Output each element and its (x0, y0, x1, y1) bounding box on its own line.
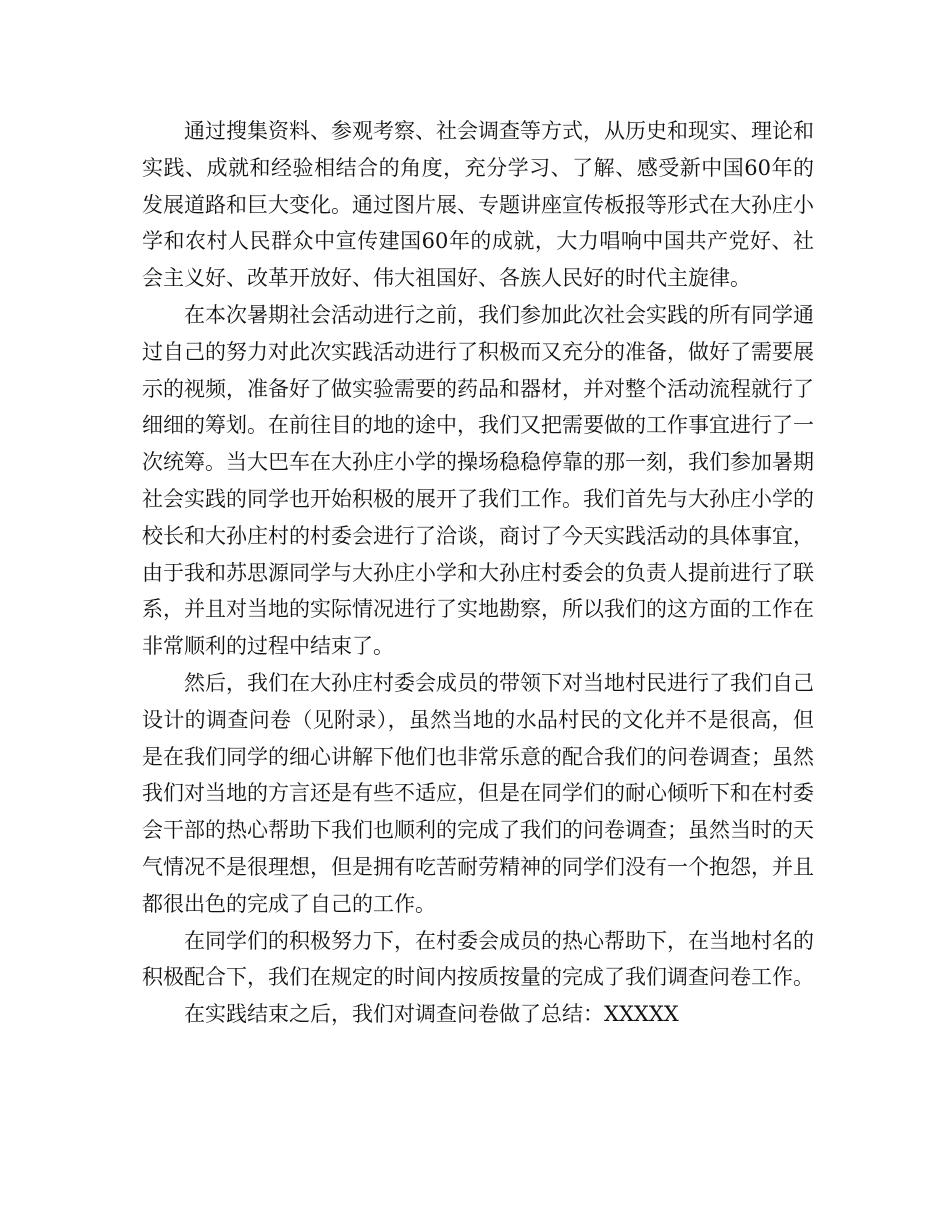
paragraph-1: 通过搜集资料、参观考察、社会调查等方式，从历史和现实、理论和实践、成就和经验相结合的角度，充分学习、了解、感受新中国60年的发展道路和巨大变化。通过图片展、专题讲座宣传板报等形式在大孙庄小学和农村人民群众中宣传建国60年的成就，大力唱响中国共产党好、社会主义好、改革开放好、伟大祖国好、各族人民好的时代主旋律。 (142, 119, 814, 291)
document-body (142, 113, 814, 1033)
paragraph-4: 在同学们的积极努力下，在村委会成员的热心帮助下，在当地村名的积极配合下，我们在规定的时间内按质按量的完成了我们调查问卷工作。 (142, 928, 814, 990)
paragraph-5: 在实践结束之后，我们对调查问卷做了总结：XXXXX (184, 1002, 679, 1027)
paragraph-2: 在本次暑期社会活动进行之前，我们参加此次社会实践的所有同学通过自己的努力对此次实践活动进行了积极而又充分的准备，做好了需要展示的视频，准备好了做实验需要的药品和器材，并对整个活动流程就行了细细的筹划。在前往目的地的途中，我们又把需要做的工作事宜进行了一次统筹。当大巴车在大孙庄小学的操场稳稳停靠的那一刻，我们参加暑期社会实践的同学也开始积极的展开了我们工作。我们首先与大孙庄小学的校长和大孙庄村的村委会进行了洽谈，商讨了今天实践活动的具体事宜，由于我和苏思源同学与大孙庄小学和大孙庄村委会的负责人提前进行了联系，并且对当地的实际情况进行了实地勘察，所以我们的这方面的工作在非常顺利的过程中结束了。 (142, 302, 814, 659)
paragraph-3: 然后，我们在大孙庄村委会成员的带领下对当地村民进行了我们自己设计的调查问卷（见附录），虽然当地的水品村民的文化并不是很高，但是在我们同学的细心讲解下他们也非常乐意的配合我们的问卷调查；虽然我们对当地的方言还是有些不适应，但是在同学们的耐心倾听下和在村委会干部的热心帮助下我们也顺利的完成了我们的问卷调查；虽然当时的天气情况不是很理想，但是拥有吃苦耐劳精神的同学们没有一个抱怨，并且都很出色的完成了自己的工作。 (142, 670, 814, 916)
